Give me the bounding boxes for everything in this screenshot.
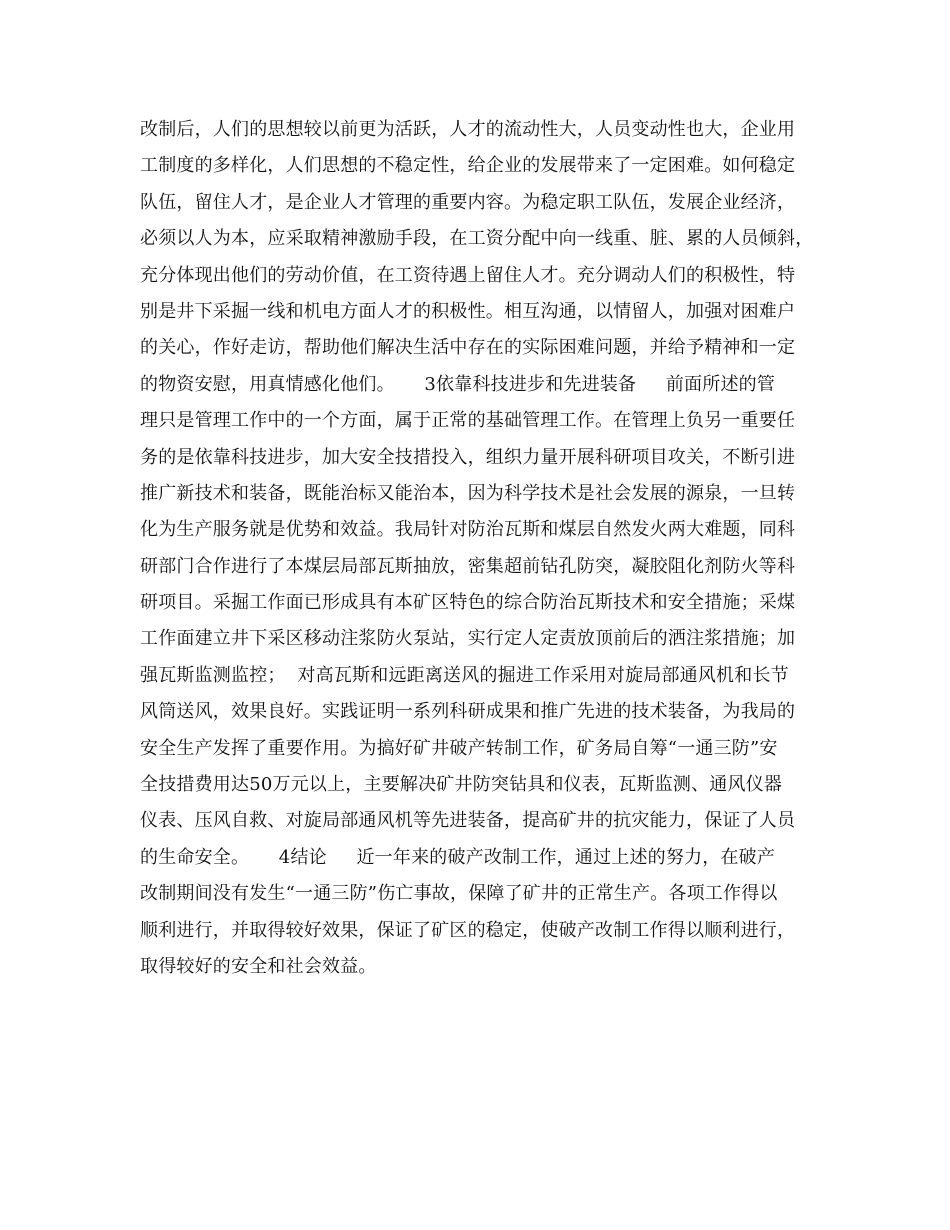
- text-line-12: 化为生产服务就是优势和效益。我局针对防治瓦斯和煤层自然发火两大难题，同科: [140, 519, 796, 541]
- text-line-13: 研部门合作进行了本煤层局部瓦斯抽放，密集超前钻孔防突，凝胶阻化剂防火等科: [140, 555, 796, 577]
- text-line-1: 改制后，人们的思想较以前更为活跃，人才的流动性大，人员变动性也大，企业用: [140, 119, 796, 140]
- text-line-9: 理只是管理工作中的一个方面，属于正常的基础管理工作。在管理上负另一重要任: [140, 410, 796, 432]
- text-line-14: 研项目。采掘工作面已形成具有本矿区特色的综合防治瓦斯技术和安全措施；采煤: [140, 592, 796, 614]
- text-line-18: 安全生产发挥了重要作用。为搞好矿井破产转制工作，矿务局自筹“一通三防”安: [140, 737, 778, 759]
- text-line-24: 取得较好的安全和社会效益。: [140, 955, 377, 977]
- text-line-23: 顺利进行，并取得较好效果，保证了矿区的稳定，使破产改制工作得以顺利进行，: [140, 919, 796, 941]
- text-line-16: 强瓦斯监测监控； 对高瓦斯和远距离送风的掘进工作采用对旋局部通风机和长节: [140, 664, 789, 686]
- text-line-8: 的物资安慰，用真情感化他们。 3依靠科技进步和先进装备 前面所述的管: [140, 373, 776, 395]
- text-line-6: 别是井下采掘一线和机电方面人才的积极性。相互沟通，以情留人，加强对困难户: [140, 300, 796, 322]
- body-text: [140, 112, 830, 985]
- text-line-10: 务的是依靠科技进步，加大安全技措投入，组织力量开展科研项目攻关，不断引进: [140, 446, 796, 468]
- text-line-4: 必须以人为本，应采取精神激励手段，在工资分配中向一线重、脏、累的人员倾斜，: [140, 228, 814, 250]
- text-line-3: 队伍，留住人才，是企业人才管理的重要内容。为稳定职工队伍，发展企业经济，: [140, 191, 796, 213]
- text-line-2: 工制度的多样化，人们思想的不稳定性，给企业的发展带来了一定困难。如何稳定: [140, 155, 796, 177]
- text-line-20: 仪表、压风自救、对旋局部通风机等先进装备，提高矿井的抗灾能力，保证了人员: [140, 810, 796, 832]
- text-line-19: 全技措费用达50万元以上，主要解决矿井防突钻具和仪表，瓦斯监测、通风仪器: [140, 774, 783, 796]
- text-line-11: 推广新技术和装备，既能治标又能治本，因为科学技术是社会发展的源泉，一旦转: [140, 482, 796, 504]
- text-line-7: 的关心，作好走访，帮助他们解决生活中存在的实际困难问题，并给予精神和一定: [140, 337, 796, 359]
- text-line-17: 风筒送风，效果良好。实践证明一系列科研成果和推广先进的技术装备，为我局的: [140, 701, 796, 723]
- text-line-5: 充分体现出他们的劳动价值，在工资待遇上留住人才。充分调动人们的积极性，特: [140, 264, 796, 286]
- text-line-21: 的生命安全。 4结论 近一年来的破产改制工作，通过上述的努力，在破产: [140, 846, 776, 868]
- text-line-22: 改制期间没有发生“一通三防”伤亡事故，保障了矿井的正常生产。各项工作得以: [140, 883, 778, 905]
- text-line-15: 工作面建立井下采区移动注浆防火泵站，实行定人定责放顶前后的洒注浆措施；加: [140, 628, 796, 650]
